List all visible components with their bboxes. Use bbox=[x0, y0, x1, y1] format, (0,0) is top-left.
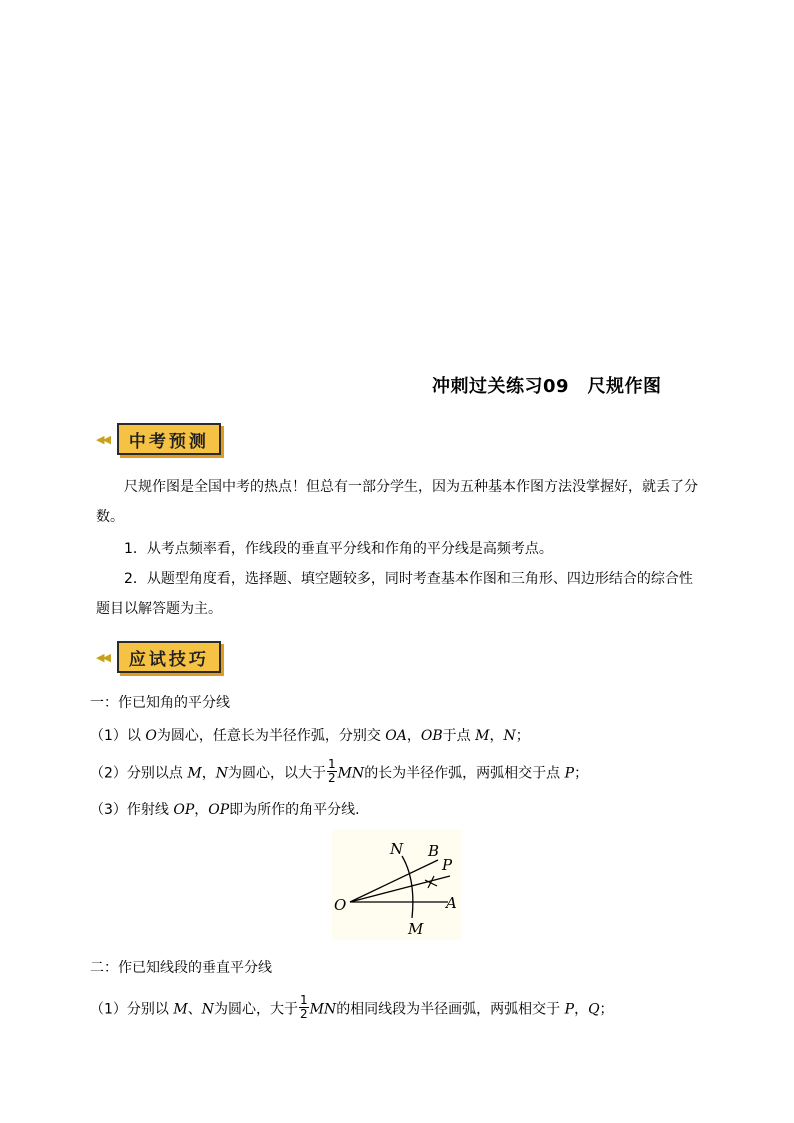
page-title: 冲刺过关练习09 尺规作图 bbox=[432, 376, 662, 397]
label-M: M bbox=[408, 920, 424, 938]
section-header-forecast bbox=[96, 422, 221, 456]
label-N: N bbox=[390, 840, 404, 858]
section-badge-tips: 应试技巧 bbox=[117, 641, 221, 673]
tips-step-2: （2）分别以点 M，N为圆心，以大于 $\frac{1}{2}$ MN的长为半径作弧，两弧相交于点 P； bbox=[90, 757, 589, 785]
tips-heading-1: 一：作已知角的平分线 bbox=[90, 695, 230, 711]
section-badge-forecast: 中考预测 bbox=[117, 423, 221, 455]
angle-bisector-diagram bbox=[332, 830, 462, 940]
ray-OP bbox=[350, 876, 450, 902]
forecast-point-1: 1．从考点频率看，作线段的垂直平分线和作角的平分线是高频考点。 bbox=[124, 541, 553, 557]
label-P: P bbox=[442, 856, 453, 874]
double-arrow-icon: ◀◀ bbox=[96, 650, 109, 664]
tips-step-1: （1）以 O为圆心，任意长为半径作弧，分别交 OA，OB于点 M，N； bbox=[90, 728, 530, 744]
forecast-intro: 尺规作图是全国中考的热点！但总有一部分学生，因为五种基本作图方法没掌握好，就丢了分数。 bbox=[96, 479, 698, 525]
fraction-one-half: $\frac{1}{2}$ bbox=[299, 993, 308, 1021]
forecast-point-2: 2．从题型角度看，选择题、填空题较多，同时考查基本作图和三角形、四边形结合的综合性题目以解答题为主。 bbox=[96, 571, 693, 617]
angle-bisector-figure bbox=[332, 830, 462, 940]
section-header-tips bbox=[96, 640, 221, 674]
tips-step-3: （3）作射线 OP，OP即为所作的角平分线. bbox=[90, 802, 360, 818]
tips-heading-2: 二：作已知线段的垂直平分线 bbox=[90, 960, 272, 976]
label-B: B bbox=[428, 842, 440, 860]
double-arrow-icon: ◀◀ bbox=[96, 432, 109, 446]
tips-step-4: （1）分别以 M、N为圆心，大于 $\frac{1}{2}$ MN的相同线段为半径画弧，两弧相交于 P，Q； bbox=[90, 993, 614, 1021]
label-O: O bbox=[334, 896, 347, 914]
ray-OB bbox=[350, 860, 438, 902]
fraction-one-half: $\frac{1}{2}$ bbox=[327, 757, 336, 785]
label-A: A bbox=[446, 894, 457, 912]
